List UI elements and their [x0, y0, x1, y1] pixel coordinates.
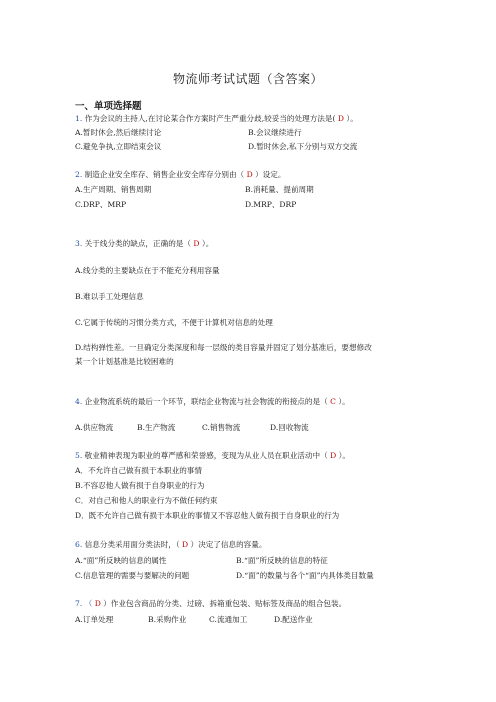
- option-d: D.“面”的数量与各个“面”内具体类目数量: [236, 571, 374, 580]
- option-b: B.不容忍他人做有损于自身职业的行为: [75, 481, 205, 490]
- option-row: [75, 127, 161, 138]
- stem-text: 企业物流系统的最后一个环节，联结企业物流与社会物流的衔接点的是（: [84, 397, 328, 406]
- question-stem: [75, 169, 285, 180]
- option-row: [75, 141, 161, 152]
- stem-text: 制造企业安全库存、销售企业安全库存分别由（: [84, 170, 245, 179]
- stem-text: 作为会议的主持人,在讨论某合作方案时产生严重分歧,较妥当的处理方法是(: [84, 114, 336, 123]
- stem-text-end: ）作业包含商品的分类、过磅、拆箱重包装、贴标签及商品的组合包装。: [103, 599, 347, 608]
- stem-text-end: ）。: [201, 239, 214, 248]
- option-row: [75, 184, 151, 195]
- question-stem: [75, 396, 350, 407]
- stem-text-end: ）设定。: [255, 170, 286, 179]
- option-b: B.生产物流: [137, 423, 176, 432]
- option-a: A.订单处理: [75, 615, 114, 624]
- question-number: 5.: [75, 451, 83, 460]
- stem-text-end: ）。: [346, 114, 358, 123]
- answer-letter: D: [193, 239, 200, 248]
- option-b: B.“面”所反映的信息的特征: [236, 556, 328, 565]
- option-a: A．不允许自己做有损于本职业的事情: [75, 466, 202, 475]
- answer-letter: D: [94, 599, 101, 608]
- option-d: D．既不允许自己做有损于本职业的事情又不容忍他人做有损于自身职业的行为: [75, 511, 340, 520]
- option-d: D.配送作业: [274, 615, 313, 624]
- option-d: D.暂时休会,私下分别与双方交流: [248, 142, 358, 151]
- option-a: A.线分类的主要缺点在于不能充分利用容量: [75, 266, 220, 275]
- option-row: [245, 184, 314, 195]
- answer-letter: C: [330, 397, 336, 406]
- option-a: A.供应物流: [75, 423, 114, 432]
- option-b: B.消耗量、提前周期: [245, 185, 314, 194]
- question-stem: [75, 238, 213, 249]
- option-c: C.流通加工: [209, 615, 248, 624]
- question-stem: [75, 450, 350, 461]
- question-number: 6.: [75, 540, 83, 549]
- answer-letter: D: [337, 114, 344, 123]
- question-stem: [75, 598, 346, 609]
- option-a: A.暂时休会,然后继续讨论: [75, 128, 162, 137]
- option-row: [248, 141, 357, 152]
- stem-text: 敬业精神表现为职业的尊严感和荣誉感，变现为从业人员在职业活动中（: [84, 451, 328, 460]
- option-row: [75, 199, 126, 210]
- section-heading: 一、单项选择题: [75, 101, 142, 112]
- stem-text-end: ）。: [338, 451, 350, 460]
- option-a: A.生产周期、销售周期: [75, 185, 152, 194]
- question-number: 7.: [75, 599, 83, 608]
- stem-text: （: [84, 599, 93, 608]
- option-b: B.难以手工处理信息: [75, 292, 144, 301]
- question-stem: [75, 539, 266, 550]
- option-d: D.结构弹性差。一旦确定分类深度和每一层级的类目容量并固定了划分基准后，要想修改: [75, 343, 372, 352]
- option-c: C.避免争执,立即结束会议: [75, 142, 162, 151]
- question-number: 3.: [75, 239, 83, 248]
- option-a: A.“面”所反映的信息的属性: [75, 556, 167, 565]
- option-b: B.采购作业: [148, 615, 187, 624]
- stem-text: 信息分类采用面分类法时，（: [84, 540, 180, 549]
- option-c: C.销售物流: [202, 423, 241, 432]
- question-number: 1.: [75, 114, 83, 123]
- option-c: C.DRP、MRP: [75, 200, 127, 209]
- option-b: B.会议继续进行: [248, 128, 302, 137]
- option-row: [245, 199, 296, 210]
- stem-text-end: ）。: [338, 397, 350, 406]
- stem-text-end: ）决定了信息的容量。: [190, 540, 267, 549]
- option-d: D.回收物流: [270, 423, 309, 432]
- option-row: [248, 127, 302, 138]
- document-title: 物流师考试试题（含答案）: [172, 72, 323, 86]
- question-number: 4.: [75, 397, 83, 406]
- stem-text: 关于线分类的缺点，正确的是（: [84, 239, 191, 248]
- option-d: D.MRP、DRP: [245, 200, 297, 209]
- question-stem: [75, 113, 358, 124]
- option-c: C.信息管理的需要与要解决的问题: [75, 571, 190, 580]
- answer-letter: D: [246, 170, 253, 179]
- question-number: 2.: [75, 170, 83, 179]
- option-c: C．对自己和他人的职业行为不做任何约束: [75, 496, 218, 505]
- option-c: C.它属于传统的习惯分类方式，不便于计算机对信息的处理: [75, 318, 273, 327]
- option-d-continued: 某一个计划基准是比较困难的: [75, 357, 174, 366]
- answer-letter: D: [330, 451, 337, 460]
- answer-letter: D: [182, 540, 189, 549]
